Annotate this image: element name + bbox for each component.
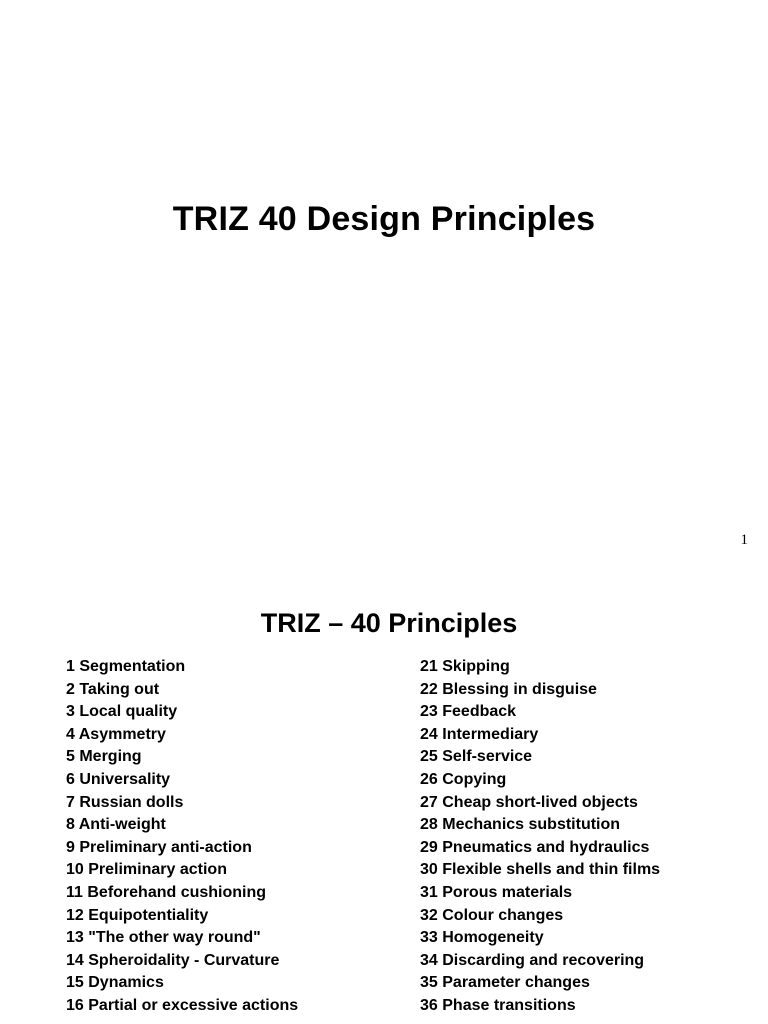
principle-item: 29 Pneumatics and hydraulics <box>420 838 650 856</box>
principle-item: 10 Preliminary action <box>66 861 227 879</box>
principle-item: 14 Spheroidality - Curvature <box>66 951 280 969</box>
principle-item: 23 Feedback <box>420 703 517 721</box>
principles-slide <box>0 565 768 1024</box>
principles-list-left <box>66 656 298 1018</box>
principle-item: 33 Homogeneity <box>420 929 544 947</box>
principle-item: 12 Equipotentiality <box>66 906 209 924</box>
principle-item: 6 Universality <box>66 770 171 788</box>
principle-item: 36 Phase transitions <box>420 996 576 1014</box>
principle-item: 30 Flexible shells and thin films <box>420 861 661 879</box>
page-number: 1 <box>740 532 748 548</box>
principle-item: 15 Dynamics <box>66 974 164 992</box>
principle-item: 26 Copying <box>420 770 507 788</box>
principle-item: 2 Taking out <box>66 680 160 698</box>
principle-item: 32 Colour changes <box>420 906 564 924</box>
principle-item: 11 Beforehand cushioning <box>66 883 267 901</box>
principle-item: 9 Preliminary anti-action <box>66 838 252 856</box>
principle-item: 34 Discarding and recovering <box>420 951 645 969</box>
principle-item: 28 Mechanics substitution <box>420 816 621 834</box>
principle-item: 21 Skipping <box>420 658 510 675</box>
principle-item: 27 Cheap short-lived objects <box>420 793 638 811</box>
principle-item: 1 Segmentation <box>66 658 186 675</box>
principle-item: 13 "The other way round" <box>66 929 261 947</box>
principle-item: 25 Self-service <box>420 748 533 766</box>
principle-item: 16 Partial or excessive actions <box>66 996 299 1014</box>
principles-title: TRIZ – 40 Principles <box>260 608 518 638</box>
principle-item: 22 Blessing in disguise <box>420 680 597 698</box>
principle-item: 31 Porous materials <box>420 883 573 901</box>
slide-title: TRIZ 40 Design Principles <box>172 200 596 238</box>
principle-item: 4 Asymmetry <box>66 725 166 743</box>
principle-item: 8 Anti-weight <box>66 816 166 834</box>
principle-item: 35 Parameter changes <box>420 974 590 992</box>
principle-item: 3 Local quality <box>66 703 178 721</box>
principle-item: 24 Intermediary <box>420 725 539 743</box>
principle-item: 7 Russian dolls <box>66 793 184 811</box>
principle-item: 5 Merging <box>66 748 142 766</box>
principles-list-right <box>420 656 660 1018</box>
